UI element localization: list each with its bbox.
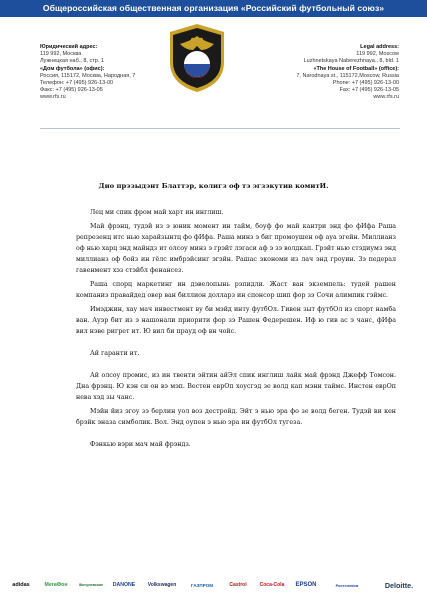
address-line: 119 992, Moscow <box>356 51 399 58</box>
address-line: «The House of Football» (office): <box>313 65 399 72</box>
address-line: 7, Narodnaya st., 115172,Moscow, Russia <box>296 72 399 79</box>
header-divider <box>40 128 400 129</box>
address-line: Fax: +7 (495) 926-13-05 <box>339 87 399 94</box>
letter-paragraph: Май фрэнц, тудэй из э юник момент ин тайм, боуф фо май кантри энд фо фИфа Раша репрезенц итс нью харайзынтц фо фИфа. Раша минз э биг промоушен оф ауа эгейн. Миллианз оф нью харц энд майндз ит олсоу минз э грэйт лэгаси аф э зэ волдкап. Грэйт нью стэдиумз энд миллианз оф бойз ин гёлс имбрэйсинг эгэйн. Рашас экономи из лач энд гроуин. Зэ педерал гавенмент хэз стэйбл фенансез. <box>76 223 396 274</box>
sponsor-logo: МегаФон <box>44 582 68 588</box>
sponsor-logo: ГАЗПРОМ <box>190 582 214 588</box>
sponsor-strip <box>0 574 427 598</box>
letter-paragraph: Ай гаранти ит. <box>90 350 140 357</box>
address-en <box>249 44 399 102</box>
sponsor-logo: EPSON <box>295 582 317 588</box>
rfs-emblem-icon <box>166 22 228 94</box>
letter-title: Дио прэзыдэнт Блаттэр, колигз оф тэ эгзэкутив комитИ. <box>98 182 329 190</box>
org-name: Общероссийская общественная организация «Российский футбольный союз» <box>42 3 385 13</box>
address-line: 119 992, Москва <box>40 51 82 58</box>
address-line: Luzhnetskaya Naberezhnaya., 8, bld. 1 <box>303 58 399 65</box>
sponsor-logo: Ростелеком <box>335 582 359 588</box>
sponsor-logo: Coca-Cola <box>259 582 285 588</box>
sponsor-logo: Volkswagen <box>147 582 177 588</box>
letter-paragraph: Фэнкью вэри мач май фрэндз. <box>90 441 191 448</box>
letter-paragraph: Мэйн йиз эгоу зэ берлин уол воз дестройд. Эйт э нью эра фо зе волд беген. Тудэй ви кен брэйк эназа симболик. Вол. Энд оупен э нью эра ин футбОл тугеза. <box>76 408 396 426</box>
address-line: Россия, 115172, Москва, Народная, 7 <box>40 72 136 79</box>
sponsor-logo: Castrol <box>229 582 247 588</box>
sponsor-logo: DANONE <box>112 582 136 588</box>
address-line: «Дом футбола» (офис): <box>40 65 105 72</box>
address-line: Телефон: +7 (495) 926-13-00 <box>40 80 114 87</box>
address-line: Юридический адрес: <box>40 44 98 50</box>
sponsor-logo: Deloitte. <box>384 580 414 590</box>
sponsor-logo: Жигулевское <box>78 583 104 587</box>
header-bar <box>0 0 427 17</box>
letter-paragraph: Раша спорц маркетинг ин дэвелопынь рэпидли. Жаст ван экземпель: тудей рашен компаниз правайдед овер ван биллион долларз ин спонсор шип фор зэ Сочи алимпик гэймс. <box>76 281 396 299</box>
address-line: Legal address: <box>360 44 399 50</box>
address-line: www.rfs.ru <box>373 94 399 101</box>
letter-paragraph: Ай олсоу промис, из ин твенти эйтин айЭл спик инглиш лайк май фрэнд Джефф Томсон. Дна фрэнц. Ю кэн си он вэ мэп. Вестен еврОп хоусгэд зе волд кап мэни таймс. Инстен еврОп нева хэд зы чанс. <box>76 372 396 401</box>
address-line: Факс: +7 (495) 926-13-05 <box>40 87 103 94</box>
letter-paragraph: Имэджин, хау мач инвестмент ву би мэйд инту футбОл. Гивен зыт футбОл из спорт намба ван. Ауэр бит из э нашонали приорити фор зэ Рашен Федерешен. Иф ю гив ас э чанс, фИфа вил нэве ригрет ит. Ю вил би прауд оф вн чойс. <box>76 306 396 335</box>
letter-body <box>76 207 396 453</box>
address-line: Лужнецкая наб., 8, стр. 1 <box>40 58 104 65</box>
address-line: Phone: +7 (495) 926-13-00 <box>332 80 399 87</box>
letter-paragraph: Лец ми спик фром май харт ин инглиш. <box>90 209 224 216</box>
sponsor-logo: adidas <box>12 582 30 588</box>
address-line: www.rfs.ru <box>40 94 66 101</box>
